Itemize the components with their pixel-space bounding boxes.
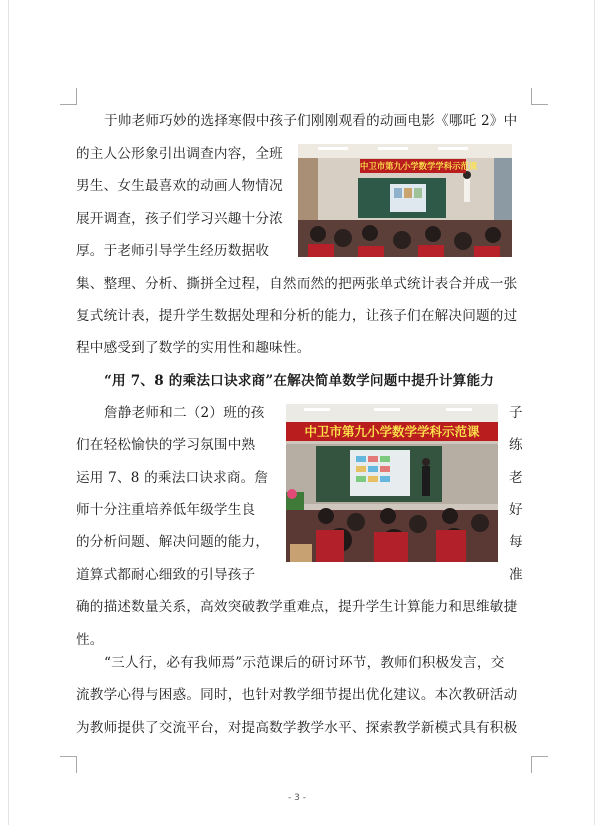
- page-number: - 3 -: [288, 793, 306, 803]
- paragraph-1-line: 展开调查，孩子们学习兴趣十分浓: [76, 211, 283, 227]
- section-heading: “用 7、8 的乘法口诀求商”在解决简单数学问题中提升计算能力: [104, 373, 495, 389]
- paragraph-2-line-right: 子: [509, 405, 523, 421]
- paragraph-2-line-left: 道算式都耐心细致的引导孩子: [76, 567, 256, 583]
- paragraph-2-line-left: 师十分注重培养低年级学生良: [76, 502, 256, 518]
- paragraph-1-line: 的主人公形象引出调查内容，全班: [76, 146, 283, 162]
- paragraph-3-line: 为教师提供了交流平台，对提高数学教学水平、探索教学新模式具有积极: [76, 720, 518, 736]
- paragraph-2-line: 性。: [76, 632, 104, 648]
- page-left-edge: [8, 0, 9, 825]
- paragraph-3-line: 流教学心得与困惑。同时，也针对教学细节提出优化建议。本次教研活动: [76, 687, 518, 703]
- paragraph-1-line: 复式统计表，提升学生数据处理和分析的能力，让孩子们在解决问题的过: [76, 308, 518, 324]
- paragraph-2-line-right: 练: [509, 437, 523, 453]
- paragraph-1-line: 程中感受到了数学的实用性和趣味性。: [76, 340, 311, 356]
- margin-mark-bottom-left: [60, 756, 77, 773]
- paragraph-2-line-left: 运用 7、8 的乘法口诀求商。詹: [76, 470, 269, 486]
- classroom-banner: 中卫市第九小学数学学科示范课: [286, 422, 498, 441]
- classroom-banner: 中卫市第九小学数学学科示范课: [360, 161, 478, 171]
- paragraph-2-line-right: 准: [509, 567, 523, 583]
- paragraph-3-line: “三人行，必有我师焉”示范课后的研讨环节，教师们积极发言，交: [104, 655, 505, 671]
- paragraph-1-line: 厚。于老师引导学生经历数据收: [76, 243, 270, 259]
- classroom-photo-1: [298, 144, 512, 257]
- paragraph-1-line: 集、整理、分析、撕拼全过程，自然而然的把两张单式统计表合并成一张: [76, 276, 518, 292]
- paragraph-2-line-left: 们在轻松愉快的学习氛围中熟: [76, 437, 256, 453]
- paragraph-2-line-right: 每: [509, 534, 523, 550]
- margin-mark-top-right: [531, 88, 548, 105]
- paragraph-2-line-left: 的分析问题、解决问题的能力，: [76, 534, 270, 550]
- classroom-photo-2: [286, 404, 498, 562]
- paragraph-1-line: 男生、女生最喜欢的动画人物情况: [76, 178, 283, 194]
- paragraph-2-line-right: 老: [509, 470, 523, 486]
- margin-mark-top-left: [60, 88, 77, 105]
- paragraph-2-line-left: 詹静老师和二（2）班的孩: [104, 405, 265, 421]
- page-right-edge: [594, 0, 595, 825]
- paragraph-2-line-right: 好: [509, 502, 523, 518]
- paragraph-2-line: 确的描述数量关系，高效突破教学重难点，提升学生计算能力和思维敏捷: [76, 599, 518, 615]
- paragraph-1-line: 于帅老师巧妙的选择寒假中孩子们刚刚观看的动画电影《哪吒 2》中: [104, 113, 518, 129]
- margin-mark-bottom-right: [531, 756, 548, 773]
